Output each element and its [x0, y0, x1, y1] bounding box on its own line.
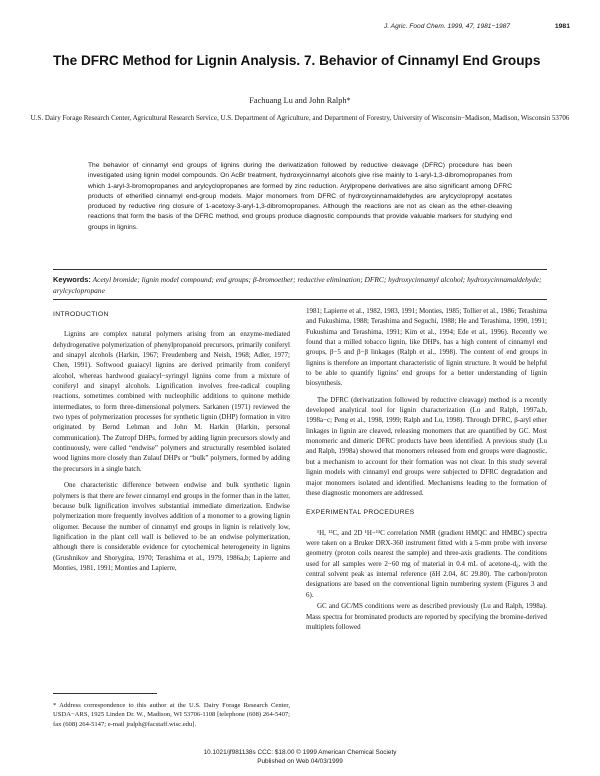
paper-title: The DFRC Method for Lignin Analysis. 7. Behavior of Cinnamyl End Groups — [53, 53, 541, 68]
paragraph: GC and GC/MS conditions were as described previously (Lu and Ralph, 1998a). Mass spectra for brominated products are reported by specifying the bromine-derived multiplets followed — [306, 602, 547, 632]
paragraph: 1981; Lapierre et al., 1982, 1983, 1991; Monties, 1985; Tollier et al., 1986; Terashima and Fukushima, 1988; Terashima and Seguchi, 1988; He and Terashima, 1990, 1991; Fukushima and Terashima, 1991; Kim et al., 1994; Ede et al., 1996). Recently we found that a milled tobacco lignin, like DHPs, has a high content of cinnamyl end groups, β−5 and β−β linkages (Ralph et al., 1998). The content of end groups in lignins is therefore an important characteristic of lignin structure. It would be helpful to be able to quantify lignins’ end groups for a better understanding of lignin biosynthesis. — [306, 307, 547, 388]
published-line: Published on Web 04/03/1999 — [257, 757, 343, 765]
section-heading-experimental: EXPERIMENTAL PROCEDURES — [306, 509, 415, 517]
abstract: The behavior of cinnamyl end groups of lignins during the derivatization followed by reductive cleavage (DFRC) procedure has been investigated using lignin model compounds. On AcBr treatment, hydroxycinnamyl alcohols give rise mainly to 1-aryl-1,3-dibromopropanes from which 1-aryl-3-bromopropanes and arylcyclopropanes are formed by zinc reduction. Arylpropene derivatives are also significant among DFRC products of etherified cinnamyl end-group models. Major monomers from DFRC of hydroxycinnamaldehydes are arylcyclopropyl acetates produced by reductive ring closure of 1-acetoxy-3-aryl-1,3-dibromopropanes. Although the reactions are not as clean as the ether-cleaving reactions that form the basis of the DFRC method, end groups produce diagnostic compounds that provide valuable markers for studying end groups in lignins. — [88, 162, 512, 231]
left-column — [53, 306, 290, 575]
right-column — [306, 306, 547, 634]
paragraph: ¹H, ¹³C, and 2D ¹H−¹³C correlation NMR (gradient HMQC and HMBC) spectra were taken on a Bruker DRX-360 instrument fitted with a 5-mm probe with inverse geometry (proton coils nearest the sample) and three-axis gradients. The conditions used for all samples were 2−60 mg of material in 0.4 mL of acetone-d₆, with the central solvent peak as internal reference (δH 2.04, δC 29.80). The carbon/proton designations are based on the conventional lignin numbering system (Figures 3 and 6). — [306, 528, 547, 599]
section-heading-introduction: INTRODUCTION — [53, 311, 109, 318]
paragraph: One characteristic difference between endwise and bulk synthetic lignin polymers is that there are fewer cinnamyl end groups in the former than in the latter, because bulk lignification involves substantial immediate dimerization. Endwise polymerization more frequently involves addition of a monomer to a growing lignin oligomer. Because the number of cinnamyl end groups in lignin is relatively low, lignification in the plant cell wall is believed to be an endwise polymerization, although there is considerable evidence for cytochemical heterogeneity in lignins (Grushnikov and Shorygina, 1970; Terashima et al., 1979, 1986a,b; Lapierre and Monties, 1981, 1991; Monties and Lapierre, — [53, 481, 290, 572]
paragraph: Lignins are complex natural polymers arising from an enzyme-mediated dehydrogenative polymerization of phenylpropanoid precursors, primarily coniferyl and sinapyl alcohols (Harkin, 1967; Freudenberg and Neish, 1968; Adler, 1977; Chen, 1991). Softwood guaiacyl lignins are derived primarily from coniferyl alcohol, whereas hardwood guaiacyl−syringyl lignins come from a mixture of coniferyl and sinapyl alcohols. Lignification involves free-radical coupling reactions, sometimes combined with nucleophilic additions to quinone methide intermediates, to form three-dimensional polymers. Sarkanen (1971) reviewed the two types of polymerization processes for synthetic lignin (DHP) formation in vitro originated by Bernd Lehman and John M. Harkin (Harkin, personal communication). The Zutropf DHPs, formed by adding lignin precursors slowly and continuously, were called “endwise” polymers and structurally resembled isolated wood lignins more closely than Zulauf DHPs or “bulk” polymers, formed by adding the precursors in a single batch. — [53, 330, 290, 473]
keywords-text: Acetyl bromide; lignin model compound; end groups; β-bromoether; reductive elimination; DFRC; hydroxycinnamyl alcohol; hydroxycinnamaldehyde; arylcyclopropane — [53, 275, 542, 295]
keywords-top-rule — [53, 269, 547, 270]
affiliation: U.S. Dairy Forage Research Center, Agricultural Research Service, U.S. Department of Agriculture, and Department of Forestry, University of Wisconsin−Madison, Madison, Wisconsin 53706 — [30, 114, 570, 122]
doi-line: 10.1021/jf981138s CCC: $18.00 © 1999 American Chemical Society — [203, 749, 397, 756]
footnote-rule — [53, 693, 157, 694]
page-footer — [0, 749, 600, 766]
journal-citation: J. Agric. Food Chem. 1999, 47, 1981−1987 — [383, 23, 510, 30]
page-number: 1981 — [554, 23, 570, 30]
keywords-block — [53, 275, 547, 296]
correspondence-footnote: * Address correspondence to this author at the U.S. Dairy Forage Research Center, USDA−ARS, 1925 Linden Dr. W., Madison, WI 53706-1108 [telephone (608) 264-5407; fax (608) 264-5147; e-mail jralph@facstaff.wisc.edu]. — [53, 702, 290, 728]
paragraph: The DFRC (derivatization followed by reductive cleavage) method is a recently developed analytical tool for lignin characterization (Lu and Ralph, 1997a,b, 1998a−c; Peng et al., 1998, 1999; Ralph and Lu, 1998). Through DFRC, β-aryl ether linkages in lignin are cleaved, releasing monomers that are quantified by GC. Most monomeric and dimeric DFRC products have been identified. A previous study (Lu and Ralph, 1998a) showed that monomers released from end groups were diagnostic, but a mechanism to account for their formation was not clear. In this study several lignin models with cinnamyl end groups were subjected to DFRC degradation and major monomers isolated and identified. Mechanisms leading to the formation of these diagnostic monomers are addressed. — [306, 395, 547, 497]
author-list: Fachuang Lu and John Ralph* — [249, 96, 351, 105]
keywords-bottom-rule — [53, 299, 547, 300]
keywords-label: Keywords: — [53, 275, 91, 284]
